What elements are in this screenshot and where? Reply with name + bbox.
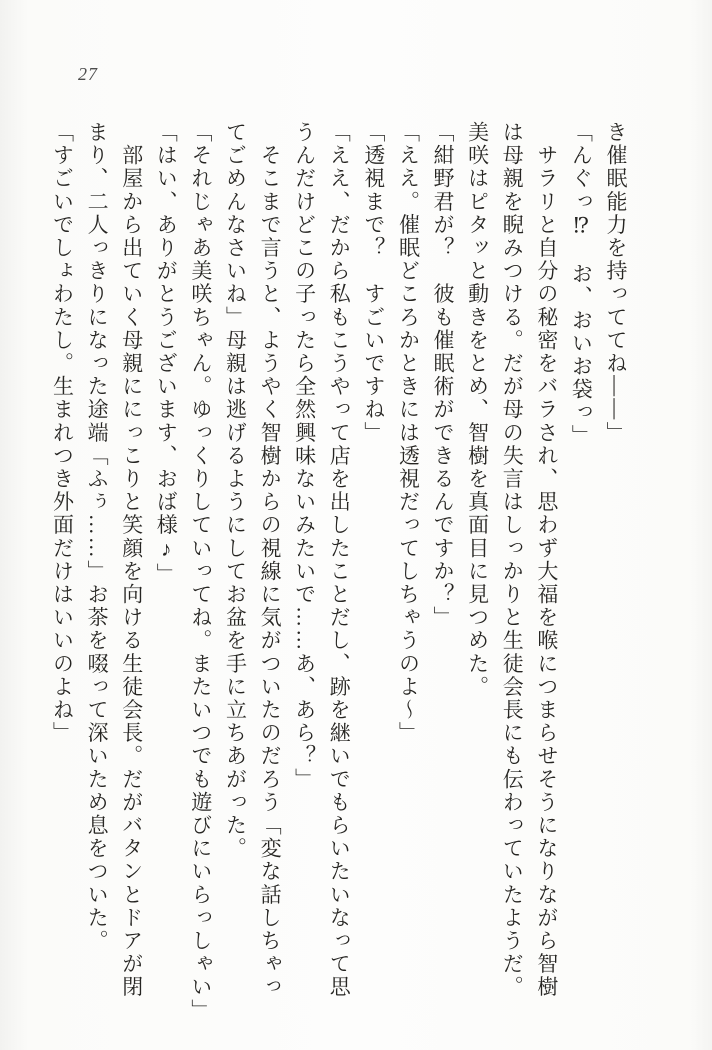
text-line: まり、二人っきりになった途端「ふぅ……」お茶を啜って深いため息をついた。	[85, 121, 110, 953]
text-line: てごめんなさいね」母親は逃げるようにしてお盆を手に立ちあがった。	[223, 121, 248, 861]
text-line: うんだけどこの子ったら全然興味ないみたいで……あ、あら？」	[292, 121, 317, 791]
text-line: 「それじゃあ美咲ちゃん。ゆっくりしていってね。またいつでも遊びにいらっしゃい」	[188, 121, 213, 1022]
text-line: 「透視まで？ すごいですね」	[361, 121, 386, 445]
text-line: 「はい、ありがとうございます、おば様♪」	[154, 121, 179, 586]
text-line: そこまで言うと、ようやく智樹からの視線に気がついたのだろう「変な話しちゃっ	[258, 121, 283, 999]
text-line: 「すごいでしょわたし。生まれつき外面だけはいいのよね」	[50, 121, 75, 745]
text-line: 「ええ、だから私もこうやって店を出したことだし、跡を継いでもらいたいなって思	[327, 121, 352, 999]
text-line: 「ええ。催眠どころかときには透視だってしちゃうのよ〜」	[396, 121, 421, 745]
body-text	[45, 121, 633, 1022]
text-line: き催眠能力を持っててね――」	[604, 121, 628, 445]
text-line: サラリと自分の秘密をバラされ、思わず大福を喉につまらせそうになりながら智樹	[534, 121, 559, 999]
text-line: 美咲はピタッと動きをとめ、智樹を真面目に見つめた。	[465, 121, 490, 699]
page-number: 27	[78, 64, 98, 84]
text-line: 「んぐっ⁉ お、おいお袋っ」	[569, 121, 594, 448]
text-line: 「紺野君が？ 彼も催眠術ができるんですか？」	[431, 121, 456, 630]
text-line: 部屋から出ていく母親ににっこりと笑顔を向ける生徒会長。だがバタンとドアが閉	[119, 121, 144, 999]
text-line: は母親を睨みつける。だが母の失言はしっかりと生徒会長にも伝わっていたようだ。	[500, 121, 525, 999]
